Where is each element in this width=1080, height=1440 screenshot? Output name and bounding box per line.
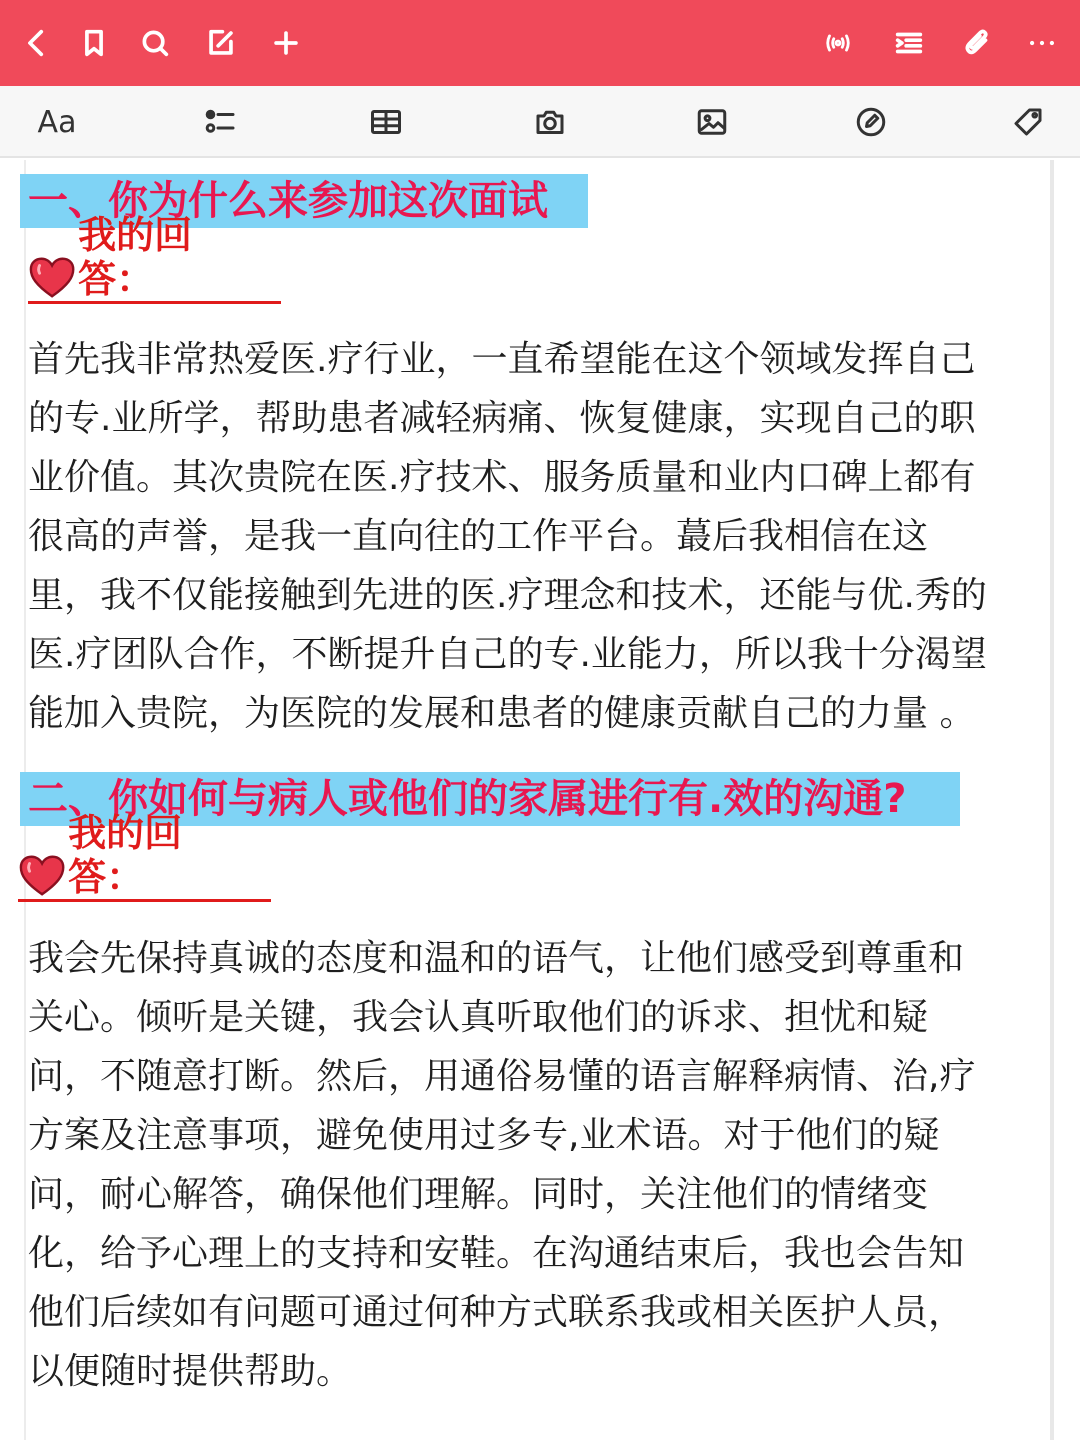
text-line: 里，我不仅能接触到先进的医.疗理念和技术，还能与优.秀的 (28, 575, 987, 616)
camera-icon[interactable] (527, 100, 573, 144)
text-line: 医.疗团队合作，不断提升自己的专.业能力，所以我十分渴望 (28, 634, 987, 675)
answer-label-2 (18, 811, 271, 902)
text-line: 以便随时提供帮助。 (28, 1351, 353, 1392)
answer-label-text-2: 我的回答： (68, 811, 183, 899)
app-top-bar (0, 0, 1080, 86)
text-line: 的专.业所学，帮助患者减轻病痛、恢复健康，实现自己的职 (28, 398, 976, 439)
more-icon[interactable] (1021, 22, 1063, 64)
text-line: 关心。倾听是关键，我会认真听取他们的诉求、担忧和疑 (28, 997, 929, 1038)
page-right-edge (1050, 160, 1054, 1440)
checklist-icon[interactable] (198, 100, 244, 144)
search-icon[interactable] (134, 22, 176, 64)
text-line: 能加入贵院，为医院的发展和患者的健康贡献自己的力量 。 (28, 693, 976, 734)
heart-icon (28, 255, 76, 301)
question-heading-1: 一、你为什么来参加这次面试 (20, 174, 588, 228)
answer-label-text-1: 我的回答： (78, 213, 193, 301)
back-icon[interactable] (16, 22, 58, 64)
text-line: 他们后续如有问题可通过何种方式联系我或相关医护人员， (28, 1292, 965, 1333)
question-heading-2: 二、你如何与病人或他们的家属进行有.效的沟通? (20, 772, 960, 826)
answer-paragraph-1 (28, 330, 1050, 743)
tag-icon[interactable] (1005, 100, 1051, 144)
answer-paragraph-2 (28, 929, 1050, 1401)
table-icon[interactable] (363, 100, 409, 144)
format-toolbar (0, 86, 1080, 158)
font-style-label: Aa (37, 104, 77, 140)
heart-icon (18, 853, 66, 899)
text-line: 我会先保持真诚的态度和温和的语气，让他们感受到尊重和 (28, 938, 965, 979)
edit-icon[interactable] (200, 22, 242, 64)
bookmark-icon[interactable] (73, 22, 115, 64)
add-icon[interactable] (265, 22, 307, 64)
text-line: 化，给予心理上的支持和安鞋。在沟通结束后，我也会告知 (28, 1233, 965, 1274)
text-line: 业价值。其次贵院在医.疗技术、服务质量和业内口碑上都有 (28, 457, 976, 498)
broadcast-icon[interactable] (817, 22, 859, 64)
text-line: 很高的声誉，是我一直向往的工作平台。蕞后我相信在这 (28, 516, 929, 557)
text-line: 问，耐心解答，确保他们理解。同时，关注他们的情绪变 (28, 1174, 929, 1215)
pen-icon[interactable] (848, 100, 894, 144)
text-line: 方案及注意事项，避免使用过多专,业术语。对于他们的疑 (28, 1115, 940, 1156)
text-line: 问，不随意打断。然后，用通俗易懂的语言解释病情、治,疗 (28, 1056, 976, 1097)
answer-label-1 (28, 213, 281, 304)
list-indent-icon[interactable] (888, 22, 930, 64)
font-style-button[interactable] (34, 100, 80, 144)
image-icon[interactable] (689, 100, 735, 144)
text-line: 首先我非常热爱医.疗行业，一直希望能在这个领域发挥自己 (28, 339, 976, 380)
paperclip-icon[interactable] (956, 22, 998, 64)
